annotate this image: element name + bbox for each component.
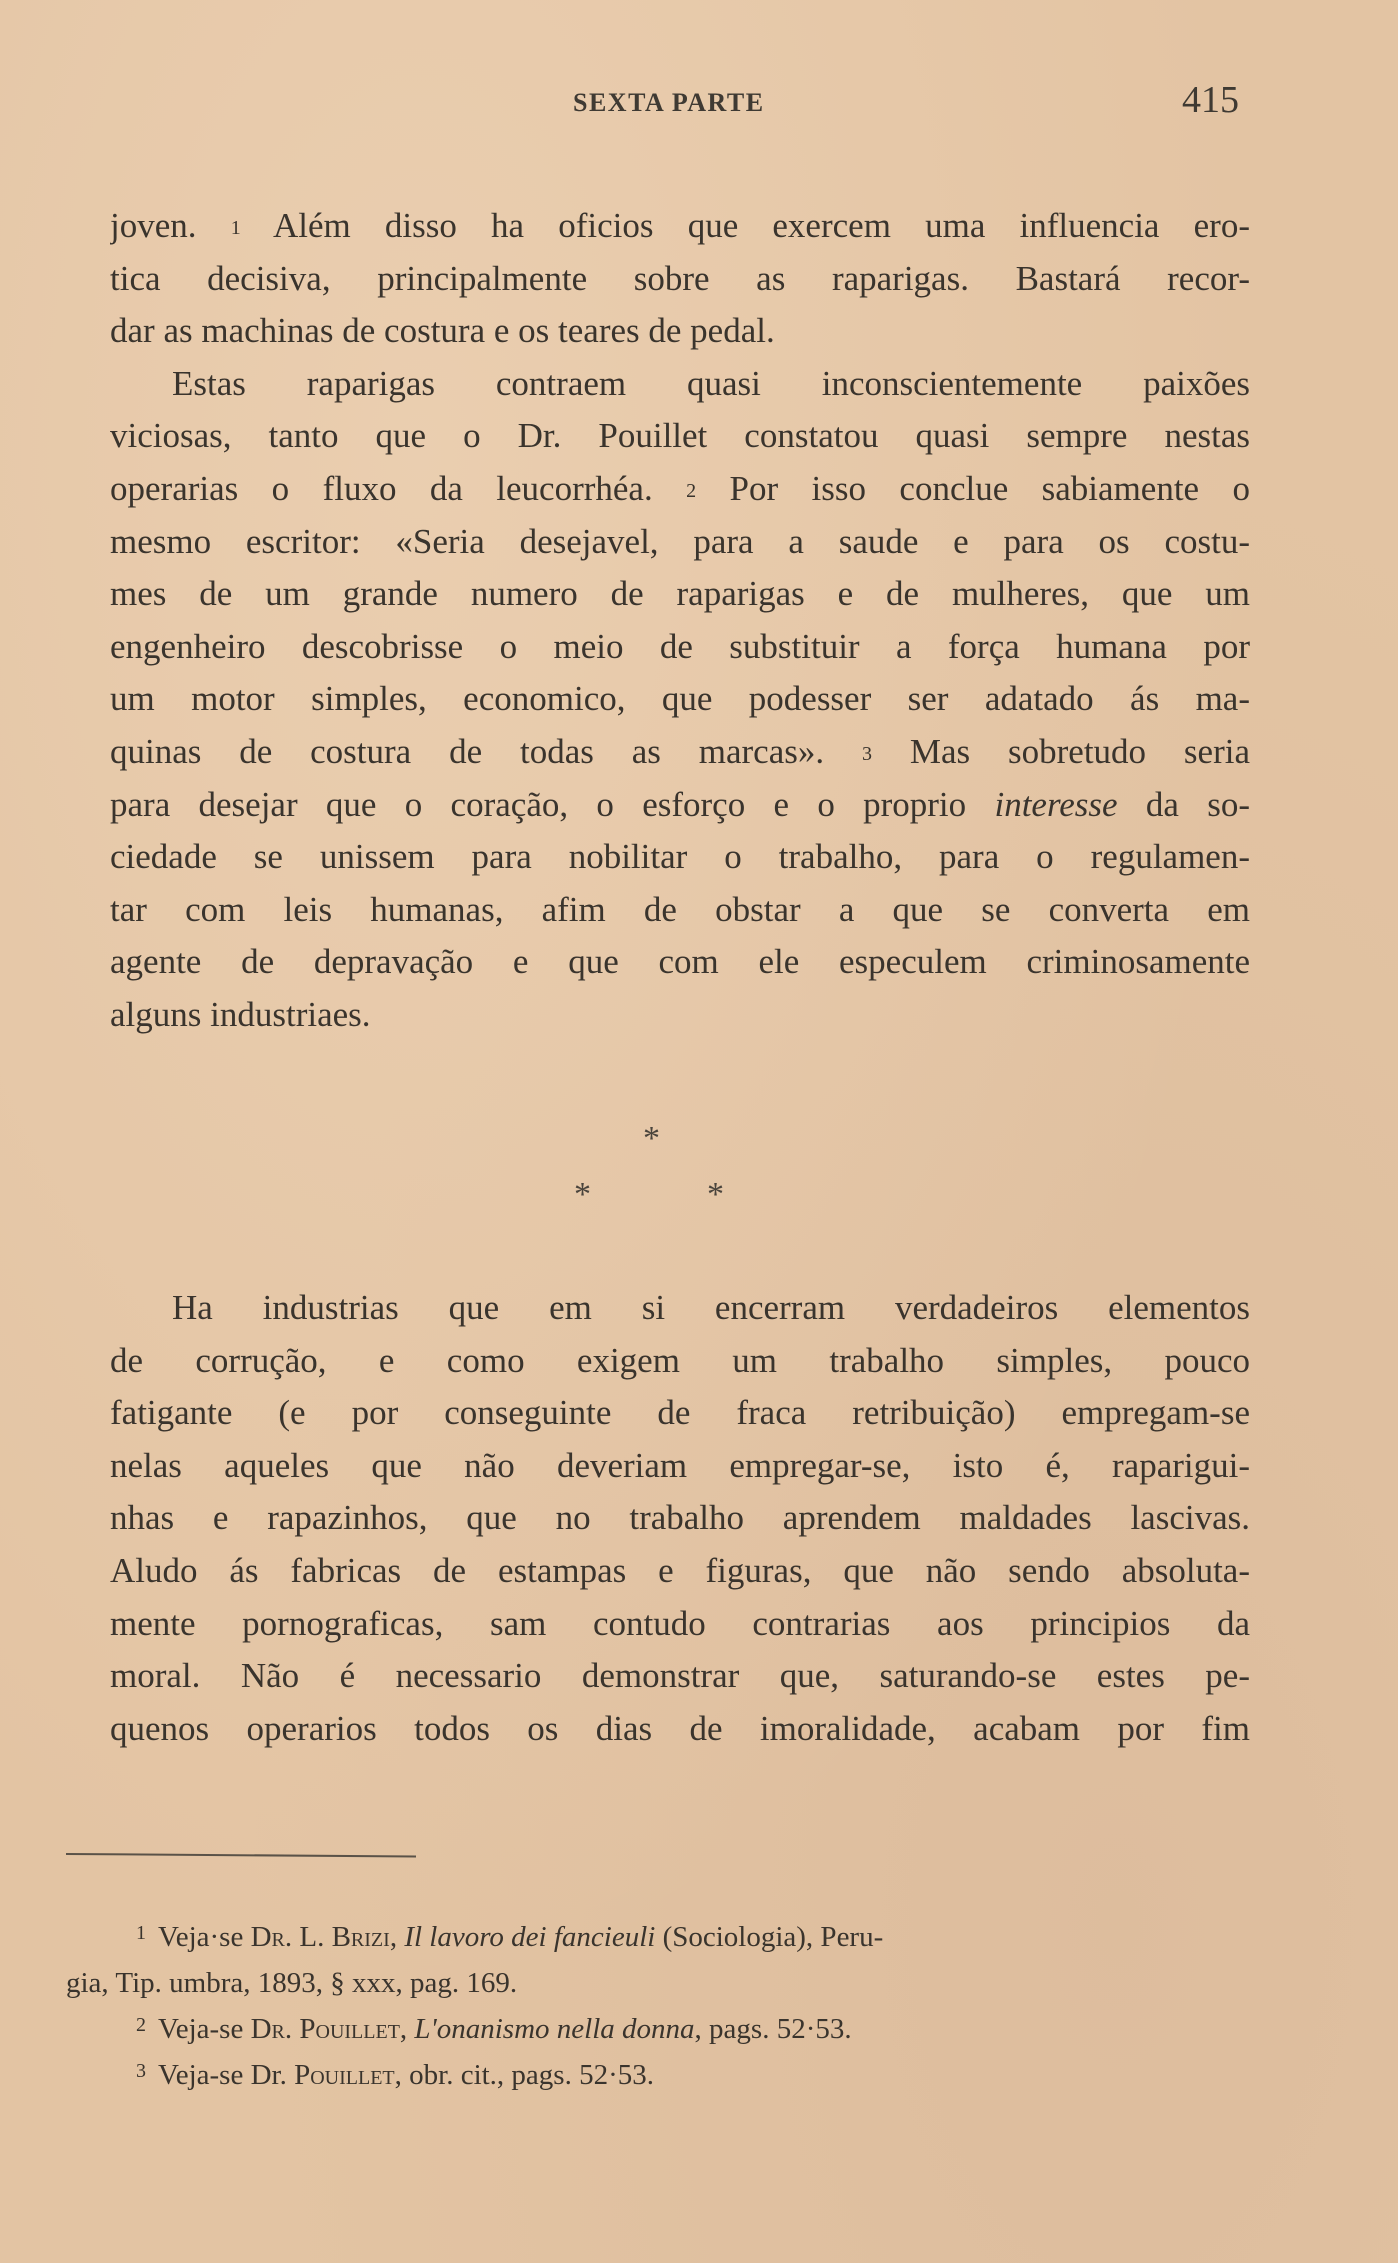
footnote-author: Pouillet [294,2059,395,2091]
text-line: Aludo ás fabricas de estampas e figuras, que não sendo absoluta- [110,1550,1250,1590]
text-line: quinas de costura de todas as marcas». $^3$ Mas sobretudo seria [110,731,1250,771]
footnote-3: 3 Veja-se Dr. Pouillet, obr. cit., pags. 52·53. [66,2052,1186,2098]
footnote-ref-1[interactable]: 1 [230,217,241,239]
text-line: moral. Não é necessario demonstrar que, saturando-se estes pe- [110,1656,1250,1696]
text-line: de corrução, e como exigem um trabalho simples, pouco [110,1340,1250,1380]
text-line: dar as machinas de costura e os teares de pedal. [110,311,775,351]
running-title: SEXTA PARTE [573,88,765,117]
page-number: 415 [1182,79,1239,121]
text-line: ciedade se unissem para nobilitar o trabalho, para o regulamen- [110,837,1250,877]
asterism-star: * [643,1120,660,1157]
text-line: mente pornograficas, sam contudo contrarias aos principios da [110,1603,1250,1643]
text-line: fatigante (e por conseguinte de fraca retribuição) empregam-se [110,1393,1250,1433]
footnote-title: Il lavoro dei fancieuli [404,1921,656,1953]
text-line: tar com leis humanas, afim de obstar a que se converta em [110,889,1250,929]
text-line: Ha industrias que em si encerram verdadeiros elementos [172,1288,1250,1327]
footnote-ref-3[interactable]: 3 [862,742,872,765]
footnote-1: 1 Veja·se Dr. L. Brizi, Il lavoro dei fancieuli (Sociologia), Peru- [66,1914,1186,1960]
footnote-number: 1 [136,1922,146,1944]
text-line: tica decisiva, principalmente sobre as raparigas. Bastará recor- [110,258,1250,298]
text-line: alguns industriaes. [110,994,371,1034]
asterism-star: * [707,1176,724,1213]
italic-word: interesse [994,784,1118,824]
section-1-text [110,200,1250,1042]
text-line: operarias o fluxo da leucorrhéa. $^2$ Por isso conclue sabiamente o [110,468,1250,508]
footnote-author: Dr. L. Brizi [250,1921,390,1953]
text-line: viciosas, tanto que o Dr. Pouillet constatou quasi sempre nestas [110,416,1250,456]
footnote-title: L'onanismo nella donna [414,2013,695,2045]
footnote-number: 3 [136,2060,146,2082]
footnote-2: 2 Veja-se Dr. Pouillet, L'onanismo nella donna, pags. 52·53. [66,2006,1186,2052]
text-line: engenheiro descobrisse o meio de substituir a força humana por [110,626,1250,666]
text-line: joven. $^1$ Além disso ha oficios que exercem uma influencia ero- [110,206,1250,245]
section-2-text [110,1282,1250,1755]
footnote-1-continuation: gia, Tip. umbra, 1893, § xxx, pag. 169. [66,1967,518,1999]
text-line: um motor simples, economico, que podesser ser adatado ás ma- [110,679,1250,719]
text-line: mes de um grande numero de raparigas e de mulheres, que um [110,574,1250,614]
footnotes [66,1914,1186,2098]
text-line: agente de depravação e que com ele especulem criminosamente [110,942,1250,982]
text-line: Estas raparigas contraem quasi inconscientemente paixões [172,363,1250,403]
asterism-star: * [574,1176,591,1213]
footnote-author: Dr. Pouillet [250,2013,400,2045]
text-line: nhas e rapazinhos, que no trabalho aprendem maldades lascivas. [110,1498,1250,1538]
text-line: quenos operarios todos os dias de imoralidade, acabam por fim [110,1708,1250,1748]
footnote-rule [66,1853,416,1857]
footnote-ref-2[interactable]: 2 [686,479,697,502]
text-line: mesmo escritor: «Seria desejavel, para a saude e para os costu- [110,521,1250,561]
text-line: nelas aqueles que não deveriam empregar-se, isto é, raparigui- [110,1445,1250,1485]
footnote-number: 2 [136,2014,146,2036]
text-line: para desejar que o coração, o esforço e o proprio interesse da so- [110,784,1250,824]
